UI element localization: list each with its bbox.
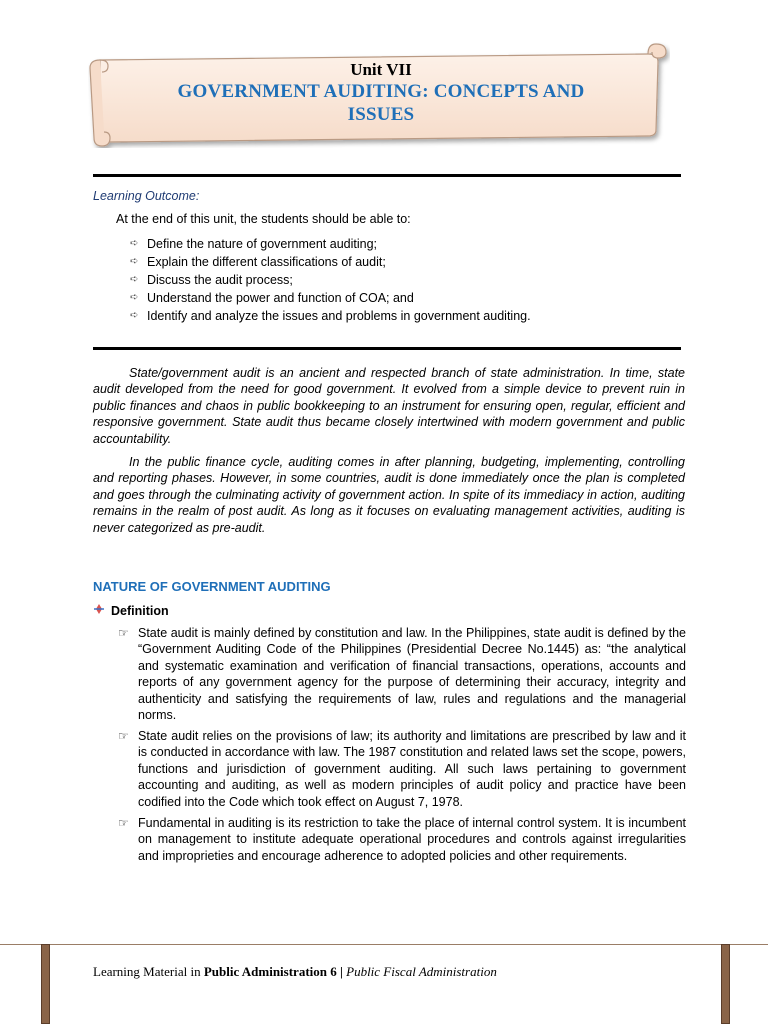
footer-post-right [721,944,730,1024]
paragraph-text: In the public finance cycle, auditing comes in after planning, budgeting, implementing, controlling and reporting phases. However, in some countries, audit is done immediately once the plan is completed and goes through the culminating activity of government action. In spite of its immediacy in action, auditing remains in the realm of post audit. As long as it focuses on evaluating management activities, auditing is never categorized as pre-audit. [93,455,685,535]
footer-post-left [41,944,50,1024]
unit-title-line-2: ISSUES [347,104,415,125]
definition-item-text: State audit relies on the provisions of law; its authority and limitations are prescribed by law and it is conducted in accordance with law. The 1987 constitution and related laws set the scope, powers, functions and jurisdiction of government auditing. All such laws pertaining to government accounting and auditing, as well as modern principles of audit policy and practice have been codified into the Code which took effect on August 7, 1978. [138,729,687,809]
arrow-bullet-icon: ➪ [130,292,139,303]
list-item-text: Identify and analyze the issues and problems in government auditing. [147,309,531,323]
definition-item-2 [118,728,686,810]
definition-heading-text: Definition [111,603,169,618]
list-item-text: Discuss the audit process; [147,273,293,287]
footer-prefix: Learning Material in [93,964,204,979]
diamond-arrow-icon [93,603,111,618]
list-item-text: Define the nature of government auditing; [147,237,378,251]
list-item-text: Understand the power and function of COA; and [147,291,414,305]
arrow-bullet-icon: ➪ [130,274,139,285]
paragraph-text: State/government audit is an ancient and respected branch of state administration. In time, state audit developed from the need for good government. It evolved from a simple device to prevent ruin in public finances and chaos in public bookkeeping to an instrument for ensuring open, regular, efficient and responsive government. State audit thus became closely intertwined with modern government and public accountability. [93,366,685,446]
unit-number: Unit VII [350,60,412,79]
list-item [130,307,531,325]
footer-divider [0,944,768,945]
intro-paragraph-2 [93,454,685,536]
definition-item-3 [118,815,686,864]
list-item [130,289,531,307]
scroll-title-block [118,60,644,126]
hand-pointer-icon: ☞ [118,816,129,830]
footer-text [93,964,497,980]
footer-separator: | [336,964,347,979]
footer-course: Public Administration 6 [203,964,337,979]
top-divider [93,174,681,177]
section-title: NATURE OF GOVERNMENT AUDITING [93,579,331,594]
intro-paragraph-1 [93,365,685,447]
arrow-bullet-icon: ➪ [130,256,139,267]
hand-pointer-icon: ☞ [118,626,129,640]
list-item [130,235,531,253]
learning-outcome-heading: Learning Outcome: [93,189,200,203]
definition-item-text: Fundamental in auditing is its restriction to take the place of internal control system. It is incumbent on management to institute adequate operational procedures and controls against irregularities and improprieties and encourage adherence to adopted policies and other requirements. [138,816,686,863]
definition-item-text: State audit is mainly defined by constitution and law. In the Philippines, state audit is defined by the “Government Auditing Code of the Philippines (Presidential Decree No.1445) as: “the analytical and systematic examination and verification of financial transactions, operations, accounts and reports of any government agency for the purpose of determining their accuracy, integrity and authenticity and satisfying the requirements of law, rules and regulations and the managerial norms. [138,626,686,723]
list-item [130,253,531,271]
unit-title-scroll [88,42,670,148]
list-item-text: Explain the different classifications of audit; [147,255,386,269]
footer-subject: Public Fiscal Administration [346,964,497,979]
learning-outcome-intro: At the end of this unit, the students should be able to: [116,212,411,226]
learning-outcome-list [130,235,531,325]
arrow-bullet-icon: ➪ [130,238,139,249]
definition-item-1 [118,625,686,723]
list-item [130,271,531,289]
definition-heading [93,603,169,618]
unit-title-line-1: GOVERNMENT AUDITING: CONCEPTS AND [177,81,585,102]
arrow-bullet-icon: ➪ [130,310,139,321]
hand-pointer-icon: ☞ [118,729,129,743]
bottom-divider [93,347,681,350]
